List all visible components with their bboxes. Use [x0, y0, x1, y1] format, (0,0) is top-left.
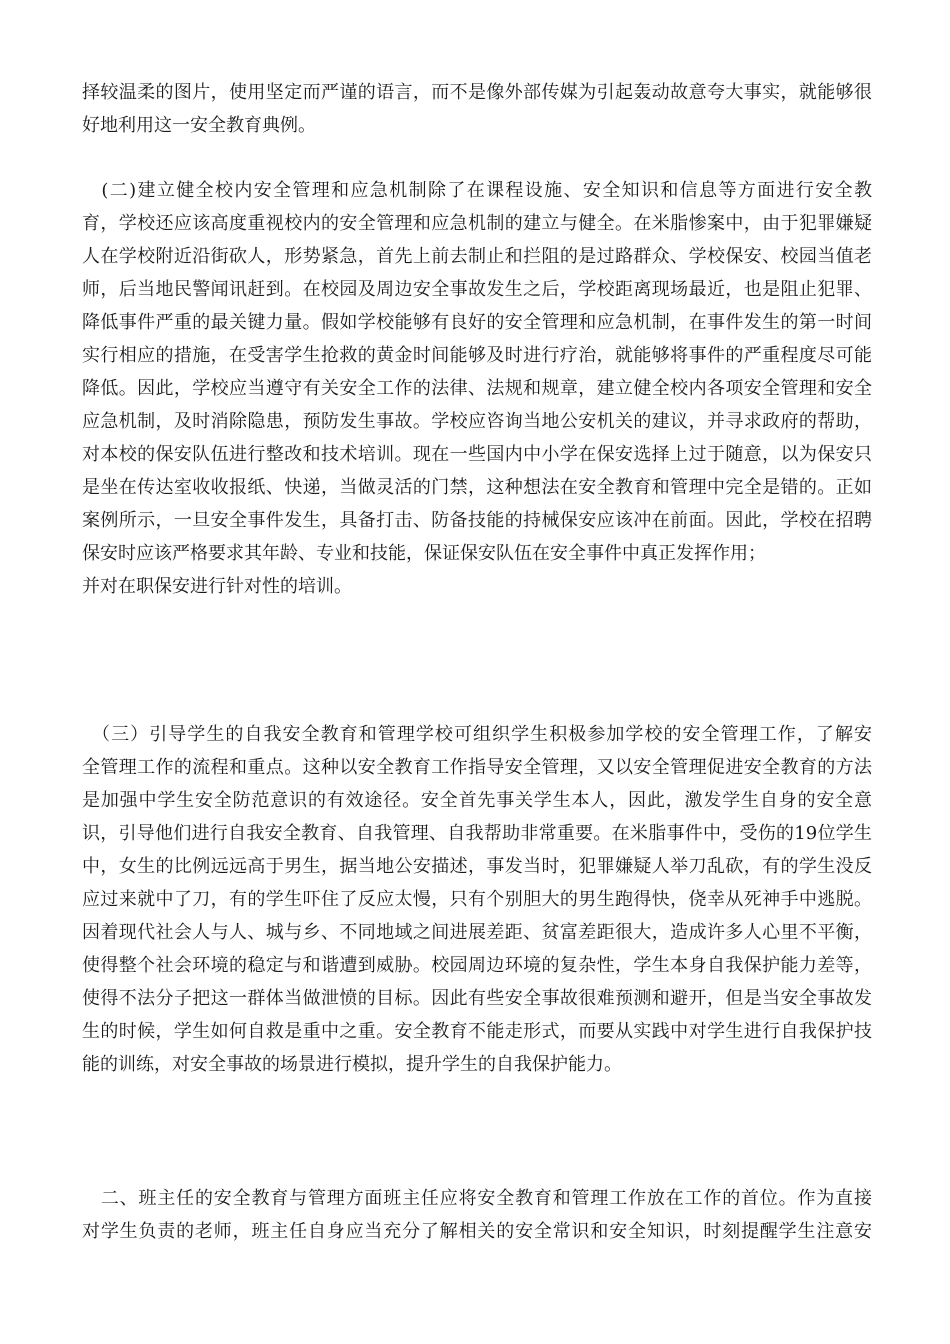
paragraph-line: (二)建立健全校内安全管理和应急机制除了在课程设施、安全知识和信息等方面进行安全教	[82, 180, 872, 201]
paragraph-line: 应急机制，及时消除隐患，预防发生事故。学校应咨询当地公安机关的建议，并寻求政府的帮助，	[82, 411, 872, 432]
paragraph-4	[82, 1182, 872, 1248]
paragraph-line: 识，引导他们进行自我安全教育、自我管理、自我帮助非常重要。在米脂事件中，受伤的19位学生	[82, 823, 872, 844]
paragraph-line: 降低。因此，学校应当遵守有关安全工作的法律、法规和规章，建立健全校内各项安全管理和安全	[82, 378, 872, 399]
paragraph-line: 中，女生的比例远远高于男生，据当地公安描述，事发当时，犯罪嫌疑人举刀乱砍，有的学生没反	[82, 856, 872, 877]
paragraph-line: 好地利用这一安全教育典例。	[82, 115, 316, 136]
paragraph-line: 降低事件严重的最关键力量。假如学校能够有良好的安全管理和应急机制，在事件发生的第一时间	[82, 312, 872, 333]
paragraph-line: 使得不法分子把这一群体当做泄愤的目标。因此有些安全事故很难预测和避开，但是当安全事故发	[82, 988, 872, 1009]
paragraph-line: 择较温柔的图片，使用坚定而严谨的语言，而不是像外部传媒为引起轰动故意夸大事实，就能够很	[82, 82, 872, 103]
paragraph-line: 对学生负责的老师，班主任自身应当充分了解相关的安全常识和安全知识，时刻提醒学生注意安	[82, 1221, 872, 1242]
paragraph-line: 使得整个社会环境的稳定与和谐遭到威胁。校园周边环境的复杂性，学生本身自我保护能力差等，	[82, 955, 872, 976]
paragraph-line: 能的训练，对安全事故的场景进行模拟，提升学生的自我保护能力。	[82, 1054, 622, 1075]
paragraph-line: 实行相应的措施，在受害学生抢救的黄金时间能够及时进行疗治，就能够将事件的严重程度尽可能	[82, 345, 872, 366]
paragraph-line: 全管理工作的流程和重点。这种以安全教育工作指导安全管理，又以安全管理促进安全教育的方法	[82, 757, 872, 778]
paragraph-line: 因着现代社会人与人、城与乡、不同地域之间进展差距、贫富差距很大，造成许多人心里不平衡，	[82, 922, 872, 943]
paragraph-line: 育，学校还应该高度重视校内的安全管理和应急机制的建立与健全。在米脂惨案中，由于犯罪嫌疑	[82, 213, 872, 234]
paragraph-line: 对本校的保安队伍进行整改和技术培训。现在一些国内中小学在保安选择上过于随意，以为保安只	[82, 444, 872, 465]
paragraph-2	[82, 174, 872, 603]
paragraph-line: （三）引导学生的自我安全教育和管理学校可组织学生积极参加学校的安全管理工作，了解安	[82, 724, 872, 745]
paragraph-1	[82, 76, 872, 142]
paragraph-line: 保安时应该严格要求其年龄、专业和技能，保证保安队伍在安全事件中真正发挥作用；	[82, 543, 766, 564]
paragraph-line: 案例所示，一旦安全事件发生，具备打击、防备技能的持械保安应该冲在前面。因此，学校在招聘	[82, 510, 872, 531]
paragraph-line: 生的时候，学生如何自救是重中之重。安全教育不能走形式，而要从实践中对学生进行自我保护技	[82, 1021, 872, 1042]
paragraph-line: 是加强中学生安全防范意识的有效途径。安全首先事关学生本人，因此，激发学生自身的安全意	[82, 790, 872, 811]
paragraph-line: 应过来就中了刀，有的学生吓住了反应太慢，只有个别胆大的男生跑得快，侥幸从死神手中逃脱。	[82, 889, 872, 910]
paragraph-line: 师，后当地民警闻讯赶到。在校园及周边安全事故发生之后，学校距离现场最近，也是阻止犯罪、	[82, 279, 872, 300]
paragraph-3	[82, 718, 872, 1081]
paragraph-line: 并对在职保安进行针对性的培训。	[82, 576, 352, 597]
paragraph-line: 是坐在传达室收收报纸、快递，当做灵活的门禁，这种想法在安全教育和管理中完全是错的。正如	[82, 477, 872, 498]
paragraph-line: 人在学校附近沿街砍人，形势紧急，首先上前去制止和拦阻的是过路群众、学校保安、校园当值老	[82, 246, 872, 267]
paragraph-line: 二、班主任的安全教育与管理方面班主任应将安全教育和管理工作放在工作的首位。作为直接	[82, 1188, 872, 1209]
